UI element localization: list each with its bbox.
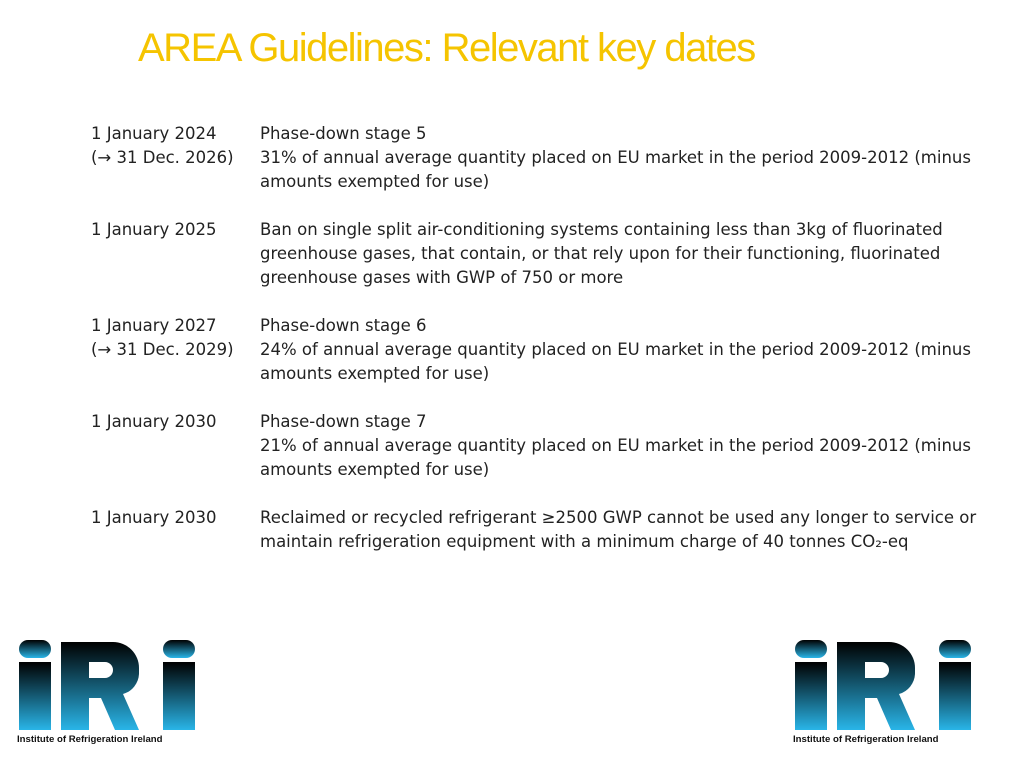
entry-description [260,506,976,554]
entry-description [260,314,971,386]
entry-date-line: 1 January 2027 [91,316,217,335]
key-date-entry [91,410,971,482]
slide-title: AREA Guidelines: Relevant key dates [138,26,755,70]
entry-date [91,410,260,482]
entry-date-line: 1 January 2024 [91,124,217,143]
entry-date-line: 1 January 2030 [91,412,217,431]
iri-logo-icon [793,638,975,732]
iri-logo [793,638,975,746]
entry-date [91,218,260,290]
entry-date [91,314,260,386]
entry-desc-line: greenhouse gases with GWP of 750 or more [260,268,624,287]
entry-date-line: 1 January 2025 [91,220,217,239]
entry-date-line: (→ 31 Dec. 2029) [91,340,234,359]
entry-desc-line: 31% of annual average quantity placed on EU market in the period 2009-2012 (minus [260,148,971,167]
entry-desc-line: Phase-down stage 6 [260,316,427,335]
key-date-entry [91,122,971,194]
entry-desc-line: Phase-down stage 5 [260,124,427,143]
iri-logo [17,638,199,746]
key-date-entry [91,314,971,386]
entry-date [91,506,260,554]
entry-desc-line: Ban on single split air-conditioning systems containing less than 3kg of fluorinated [260,220,943,239]
entry-desc-line: 24% of annual average quantity placed on EU market in the period 2009-2012 (minus [260,340,971,359]
entry-description [260,410,971,482]
logo-caption: Institute of Refrigeration Ireland [793,734,939,745]
logo-caption: Institute of Refrigeration Ireland [17,734,163,745]
entry-desc-line: Reclaimed or recycled refrigerant ≥2500 GWP cannot be used any longer to service or [260,508,977,527]
entry-desc-line: greenhouse gases, that contain, or that rely upon for their functioning, fluorinated [260,244,941,263]
entry-date [91,122,260,194]
entry-desc-line: maintain refrigeration equipment with a minimum charge of 40 tonnes CO₂-eq [260,532,909,551]
entry-description [260,218,971,290]
entry-desc-line: amounts exempted for use) [260,172,490,191]
key-date-entry [91,506,977,554]
entry-desc-line: 21% of annual average quantity placed on EU market in the period 2009-2012 (minus [260,436,971,455]
iri-logo-icon [17,638,199,732]
entry-date-line: (→ 31 Dec. 2026) [91,148,234,167]
entry-desc-line: amounts exempted for use) [260,460,490,479]
entry-desc-line: Phase-down stage 7 [260,412,427,431]
entry-description [260,122,971,194]
entry-desc-line: amounts exempted for use) [260,364,490,383]
entry-date-line: 1 January 2030 [91,508,217,527]
key-dates-list [91,122,977,578]
key-date-entry [91,218,971,290]
